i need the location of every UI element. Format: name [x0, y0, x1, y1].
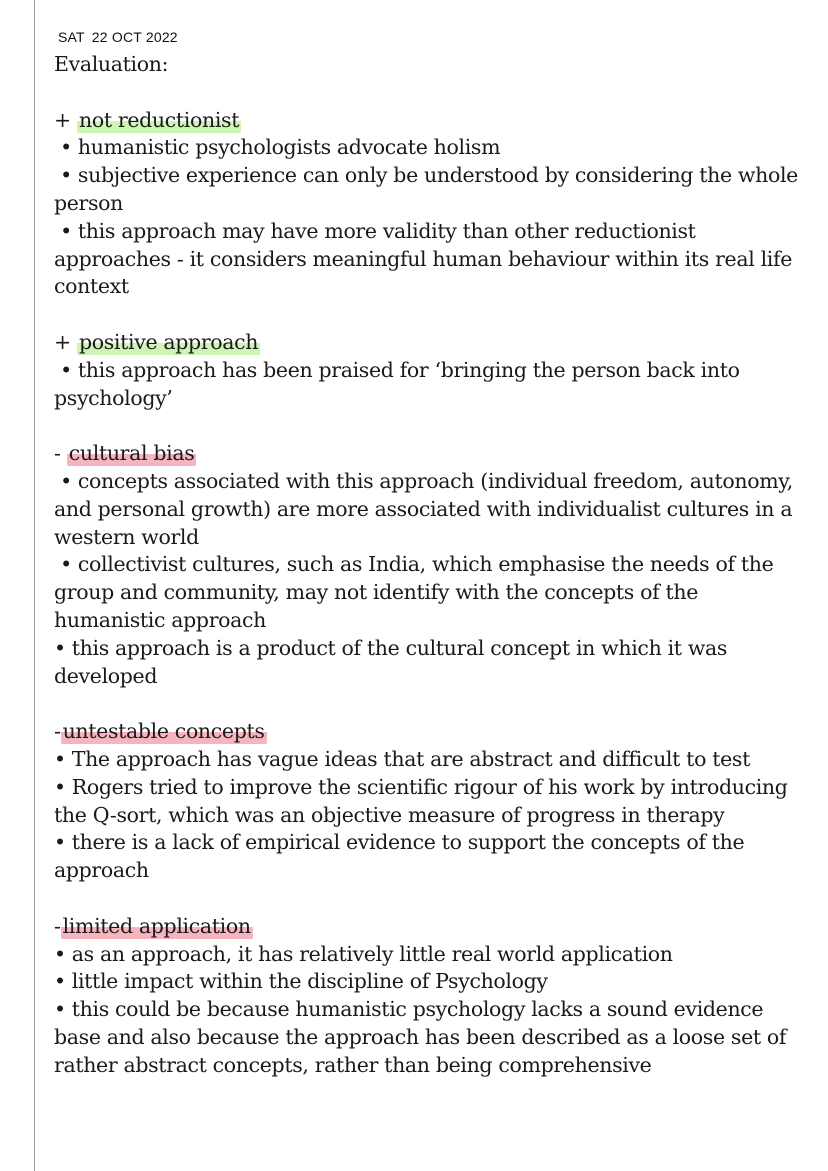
date-value: 22 OCT 2022 [91, 29, 178, 45]
list-item: • this approach is a product of the cultural concept in which it was developed [54, 635, 728, 688]
heading-highlight: untestable concepts [62, 719, 265, 744]
section-untestable-concepts [54, 718, 814, 885]
heading-highlight: positive approach [79, 329, 259, 354]
heading-highlight: cultural bias [68, 441, 195, 466]
section-limited-application [54, 913, 814, 1080]
list-item: • subjective experience can only be understood by considering the whole person [54, 163, 798, 215]
heading-prefix: - [54, 719, 61, 744]
bullet-icon: • [54, 163, 72, 188]
section-positive-approach [54, 329, 814, 412]
section-not-reductionist [54, 107, 814, 302]
list-item: • little impact within the discipline of Psychology [54, 969, 548, 994]
section-cultural-bias [54, 440, 814, 690]
note-content [54, 51, 814, 1079]
list-item: • this could be because humanistic psychology lacks a sound evidence base and also because the approach has been described as a loose set of rather abstract concepts, rather than being comprehensive [54, 997, 787, 1077]
list-item: • The approach has vague ideas that are abstract and difficult to test [54, 746, 750, 771]
bullet-icon: • [54, 635, 66, 660]
list-item: • as an approach, it has relatively little real world application [54, 941, 673, 966]
list-item: • this approach has been praised for ‘bringing the person back into psychology’ [54, 357, 740, 410]
note-title: Evaluation: [54, 52, 169, 76]
bullet-icon: • [54, 830, 66, 855]
list-item: • collectivist cultures, such as India, which emphasise the needs of the group and community, may not identify with the concepts of the humanistic approach [54, 552, 774, 632]
bullet-icon: • [54, 997, 66, 1022]
heading-prefix: - [54, 913, 61, 938]
list-item: • there is a lack of empirical evidence to support the concepts of the approach [54, 830, 745, 883]
bullet-icon: • [54, 468, 72, 493]
section-heading [54, 440, 814, 468]
date-day: SAT [58, 29, 85, 45]
section-heading [54, 107, 814, 135]
bullet-icon: • [54, 746, 66, 771]
bullet-icon: • [54, 969, 66, 994]
section-heading [54, 913, 814, 941]
heading-highlight: not reductionist [79, 107, 240, 132]
bullet-icon: • [54, 135, 72, 160]
heading-prefix: + [54, 107, 71, 132]
list-item: • this approach may have more validity than other reductionist approaches - it considers meaningful human behaviour within its real life context [54, 218, 792, 299]
heading-highlight: limited application [62, 913, 251, 938]
margin-line [34, 0, 35, 1171]
list-item: • concepts associated with this approach (individual freedom, autonomy, and personal growth) are more associated with individualist cultures in a western world [54, 468, 793, 549]
heading-prefix: - [54, 441, 61, 466]
heading-prefix: + [54, 329, 71, 354]
bullet-icon: • [54, 218, 72, 243]
note-date [58, 29, 178, 45]
section-heading [54, 329, 814, 357]
bullet-icon: • [54, 774, 66, 799]
bullet-icon: • [54, 552, 72, 577]
bullet-icon: • [54, 357, 72, 382]
bullet-icon: • [54, 941, 66, 966]
section-heading [54, 718, 814, 746]
list-item: • humanistic psychologists advocate holism [54, 135, 501, 160]
list-item: • Rogers tried to improve the scientific rigour of his work by introducing the Q-sort, which was an objective measure of progress in therapy [54, 774, 788, 827]
